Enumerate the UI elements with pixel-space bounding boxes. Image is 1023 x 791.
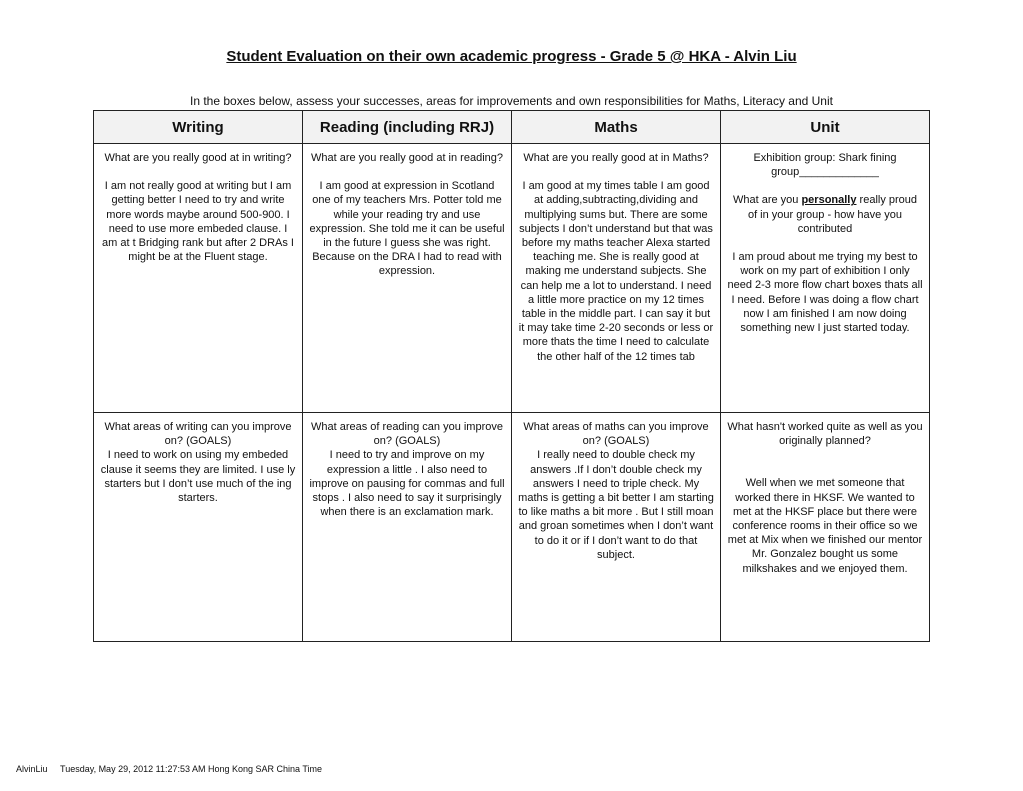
writing-strengths-cell xyxy=(94,144,303,413)
footer-timestamp: Tuesday, May 29, 2012 11:27:53 AM Hong Kong SAR China Time xyxy=(60,764,323,774)
footer-user: AlvinLiu xyxy=(16,764,48,774)
reading-goals-cell xyxy=(303,413,512,642)
column-maths: Maths xyxy=(512,111,721,144)
instructions-text: In the boxes below, assess your successes, areas for improvements and own responsibilities for Maths, Literacy and Unit xyxy=(190,94,833,108)
evaluation-table xyxy=(93,110,930,642)
reading-strengths-cell xyxy=(303,144,512,413)
goals-row xyxy=(94,413,930,642)
header-row xyxy=(94,111,930,144)
reading-strengths-question: What are you really good at in reading? xyxy=(310,152,503,164)
print-footer xyxy=(16,764,322,774)
writing-goals-cell xyxy=(94,413,303,642)
strengths-row xyxy=(94,144,930,413)
unit-group-label: Exhibition group: Shark fining group_____________ xyxy=(753,152,897,179)
instructions xyxy=(0,94,1023,108)
unit-goals-cell xyxy=(721,413,930,642)
column-reading: Reading (including RRJ) xyxy=(303,111,512,144)
unit-proud-question-before: What are you xyxy=(732,194,802,207)
reading-goals-answer: I need to try and improve on my expression a little . I also need to improve on pausing for commas and full stops . I also need to say it surprisingly when there is an exclamation mark. xyxy=(309,449,505,519)
maths-goals-question: What areas of maths can you improve on? (GOALS) xyxy=(523,421,709,448)
reading-goals-question: What areas of reading can you improve on? (GOALS) xyxy=(311,421,503,448)
writing-goals-question: What areas of writing can you improve on? (GOALS) xyxy=(104,421,292,448)
column-unit: Unit xyxy=(721,111,930,144)
page-title: Student Evaluation on their own academic progress - Grade 5 @ HKA - Alvin Liu xyxy=(226,48,797,65)
maths-goals-cell xyxy=(512,413,721,642)
column-writing: Writing xyxy=(94,111,303,144)
unit-strengths-cell xyxy=(721,144,930,413)
reading-strengths-answer: I am good at expression in Scotland one of my teachers Mrs. Potter told me while your reading try and use expression. She told me it can be useful in the future I guess she was right. Because on the DRA I had to read with expression. xyxy=(309,180,505,278)
writing-strengths-answer: I am not really good at writing but I am getting better I need to try and write more words maybe around 500-900. I need to use more embeded clause. I am at t Bridging rank but after 2 DRAs I might be at the Fluent stage. xyxy=(102,180,294,264)
unit-goals-answer: Well when we met someone that worked there in HKSF. We wanted to met at the HKSF place but there were conference rooms in their office so we met at Mix when we finished our mentor Mr. Gonzalez bought us some milkshakes and we enjoyed them. xyxy=(727,477,923,575)
maths-goals-answer: I really need to double check my answers .If I don’t double check my answers I need to triple check. My maths is getting a bit better I am starting to like maths a bit more . But I still moan and groan sometimes when I don’t want to do it or if I don’t want to do that subject. xyxy=(518,449,714,561)
unit-proud-question-after: really proud of in your group - how have you contributed xyxy=(747,194,918,235)
unit-proud-question-emphasis: personally xyxy=(801,194,857,207)
unit-goals-question: What hasn't worked quite as well as you originally planned? xyxy=(727,421,923,448)
maths-strengths-answer: I am good at my times table I am good at adding,subtracting,dividing and multiplying sums but. There are some subjects I don’t understand but that was before my maths teacher Alexa started teaching me. She is really good at making me understand subjects. She can help me a lot to understand. I need a little more practice on my 12 times table in the middle part. I can say it but it may take time 2-20 seconds or less or more thats the time I need to calculate the other half of the 12 times tab xyxy=(518,180,714,363)
writing-strengths-question: What are you really good at in writing? xyxy=(104,152,292,164)
unit-strengths-answer: I am proud about me trying my best to work on my part of exhibition I only need 2-3 more flow chart boxes thats all I need. Before I was doing a flow chart now I am finished I am now doing something new I just started today. xyxy=(727,251,923,335)
maths-strengths-cell xyxy=(512,144,721,413)
maths-strengths-question: What are you really good at in Maths? xyxy=(523,152,709,164)
unit-proud-question xyxy=(727,193,923,236)
writing-goals-answer: I need to work on using my embeded clause it seems they are limited. I use ly starters but I don’t use much of the ing starters. xyxy=(100,449,296,505)
